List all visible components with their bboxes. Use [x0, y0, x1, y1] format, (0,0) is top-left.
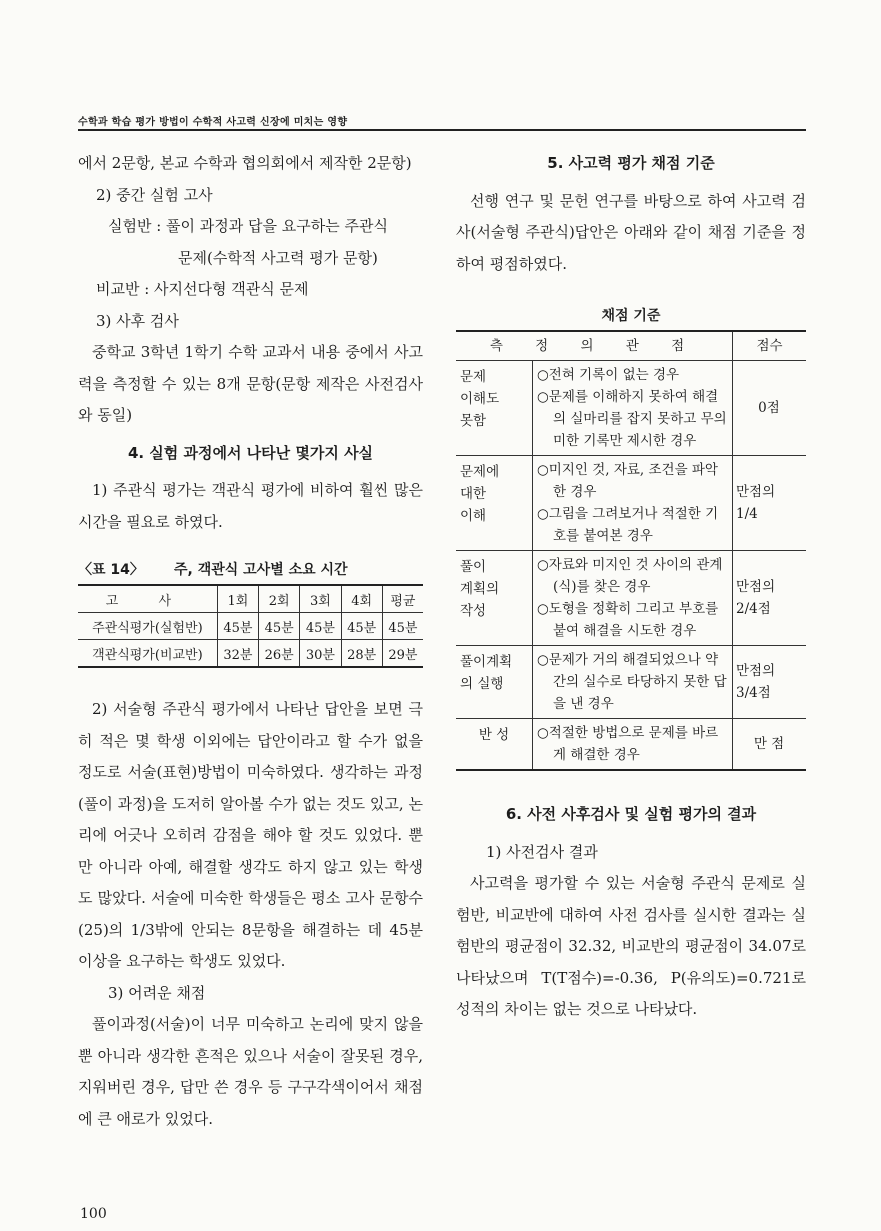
right-column [456, 148, 806, 1026]
table-cell: 45분 [382, 613, 423, 640]
table-row [456, 719, 806, 771]
table-cell: 45분 [259, 613, 300, 640]
subheading-pretest-results: 1) 사전검사 결과 [486, 842, 598, 861]
criteria-item: ○그림을 그려보거나 적절한 기호를 붙여본 경우 [537, 506, 719, 544]
subheading-midterm-test: 2) 중간 실험 고사 [96, 185, 213, 204]
page-number: 100 [80, 1206, 107, 1222]
finding-2-paragraph: 2) 서술형 주관식 평가에서 나타난 답안을 보면 극히 적은 몇 학생 이외에는 답안이라고 할 수가 없을 정도로 서술(표현)방법이 미숙하였다. 생각하는 과정(풀이 과정)을 도저히 알아볼 수가 없는 것도 있고, 논리에 어긋나 오히려 감점을 해야 할 것도 있었다. 뿐만 아니라 아예, 해결할 생각도 하지 않고 있는 학생도 많았다. 서술에 미숙한 학생들은 평소 고사 문항수(25)의 1/3밖에 안되는 8문항을 해결하는 데 45분 이상을 요구하는 학생도 있었다. [78, 700, 423, 970]
criteria-score: 0점 [733, 361, 807, 456]
criteria-item: ○문제를 이해하지 못하여 해결의 실마리를 잡지 못하고 무의미한 기록만 제시한 경우 [537, 389, 727, 449]
comparison-group-desc: 비교반 : 사지선다형 객관식 문제 [96, 280, 309, 298]
table-row [456, 646, 806, 719]
pretest-results-paragraph: 사고력을 평가할 수 있는 서술형 주관식 문제로 실험반, 비교반에 대하여 사전 검사를 실시한 결과는 실험반의 평균점이 32.32, 비교반의 평균점이 34.07로 나타났으며 T(T점수)=-0.36, P(유의도)=0.721로 성적의 차이는 없는 것으로 나타났다. [456, 874, 806, 1018]
table-cell: 객관식평가(비교반) [78, 640, 217, 668]
table-cell: 32분 [217, 640, 258, 668]
table-header-cell: 1회 [217, 585, 258, 613]
table-14 [78, 584, 423, 668]
criteria-category: 문제에 대한 이해 [456, 456, 533, 551]
header-rule [78, 129, 806, 131]
criteria-table-title: 채점 기준 [601, 308, 661, 324]
table-row [78, 613, 423, 640]
table-cell: 29분 [382, 640, 423, 668]
table-row [456, 551, 806, 646]
grading-intro-paragraph: 선행 연구 및 문헌 연구를 바탕으로 하여 사고력 검사(서술형 주관식)답안은 아래와 같이 채점 기준을 정하여 평점하였다. [456, 191, 806, 273]
table-cell: 45분 [341, 613, 382, 640]
criteria-item: ○적절한 방법으로 문제를 바르게 해결한 경우 [537, 725, 719, 763]
table-header-cell: 평균 [382, 585, 423, 613]
criteria-item: ○미지인 것, 자료, 조건을 파악한 경우 [537, 462, 718, 500]
criteria-item: ○도형을 정확히 그리고 부호를 붙여 해결을 시도한 경우 [537, 601, 719, 639]
running-head: 수학과 학습 평가 방법이 수학적 사고력 신장에 미치는 영향 [78, 117, 348, 128]
criteria-items [533, 646, 733, 719]
table-14-caption [78, 560, 423, 580]
criteria-items [533, 361, 733, 456]
criteria-table [456, 330, 806, 771]
criteria-score: 만점의 3/4점 [733, 646, 807, 719]
section-heading-6: 6. 사전 사후검사 및 실험 평가의 결과 [505, 805, 757, 823]
criteria-items [533, 719, 733, 771]
subheading-difficult-grading: 3) 어려운 채점 [108, 983, 206, 1002]
table-14-title: 주, 객관식 고사별 소요 시간 [174, 562, 348, 578]
table-header-cell: 고 사 [78, 585, 217, 613]
table-14-label: 〈표 14〉 [78, 562, 144, 578]
left-paragraph-1: 에서 2문항, 본교 수학과 협의회에서 제작한 2문항) [78, 154, 412, 172]
table-cell: 28분 [341, 640, 382, 668]
table-cell: 26분 [259, 640, 300, 668]
criteria-header: 측 정 의 관 점 [456, 331, 733, 361]
criteria-score: 만점의 1/4 [733, 456, 807, 551]
table-header-row [78, 585, 423, 613]
criteria-category: 풀이계획 의 실행 [456, 646, 533, 719]
criteria-score: 만점의 2/4점 [733, 551, 807, 646]
table-header-cell: 3회 [300, 585, 341, 613]
score-header: 점수 [733, 331, 807, 361]
table-header-row [456, 331, 806, 361]
table-cell: 45분 [217, 613, 258, 640]
criteria-category: 풀이 계획의 작성 [456, 551, 533, 646]
post-test-paragraph: 중학교 3학년 1학기 수학 교과서 내용 중에서 사고력을 측정할 수 있는 8개 문항(문항 제작은 사전검사와 동일) [78, 343, 423, 424]
criteria-item: ○전혀 기록이 없는 경우 [537, 367, 680, 383]
experimental-group-desc: 실험반 : 풀이 과정과 답을 요구하는 주관식 [108, 217, 388, 235]
section-heading-5: 5. 사고력 평가 채점 기준 [547, 154, 715, 172]
table-header-cell: 4회 [341, 585, 382, 613]
criteria-category: 문제 이해도 못함 [456, 361, 533, 456]
criteria-score: 만 점 [733, 719, 807, 771]
table-row [456, 456, 806, 551]
finding-1-paragraph: 1) 주관식 평가는 객관식 평가에 비하여 훨씬 많은 시간을 필요로 하였다. [78, 481, 423, 531]
experimental-group-desc-cont: 문제(수학적 사고력 평가 문항) [178, 248, 378, 267]
table-cell: 45분 [300, 613, 341, 640]
table-cell: 30분 [300, 640, 341, 668]
criteria-item: ○문제가 거의 해결되었으나 약간의 실수로 타당하지 못한 답을 낸 경우 [537, 652, 727, 712]
criteria-items [533, 551, 733, 646]
section-heading-4: 4. 실험 과정에서 나타난 몇가지 사실 [127, 443, 374, 462]
criteria-item: ○자료와 미지인 것 사이의 관계(식)를 찾은 경우 [537, 557, 723, 595]
table-row [456, 361, 806, 456]
criteria-category: 반 성 [456, 719, 533, 771]
finding-3-paragraph: 풀이과정(서술)이 너무 미숙하고 논리에 맞지 않을 뿐 아니라 생각한 흔적은 있으나 서술이 잘못된 경우, 지워버린 경우, 답만 쓴 경우 등 구구각색이어서 채점에 큰 애로가 있었다. [78, 1015, 423, 1128]
table-header-cell: 2회 [259, 585, 300, 613]
table-cell: 주관식평가(실험반) [78, 613, 217, 640]
criteria-items [533, 456, 733, 551]
left-column [78, 148, 423, 1135]
subheading-post-test: 3) 사후 검사 [96, 311, 179, 330]
table-row [78, 640, 423, 668]
